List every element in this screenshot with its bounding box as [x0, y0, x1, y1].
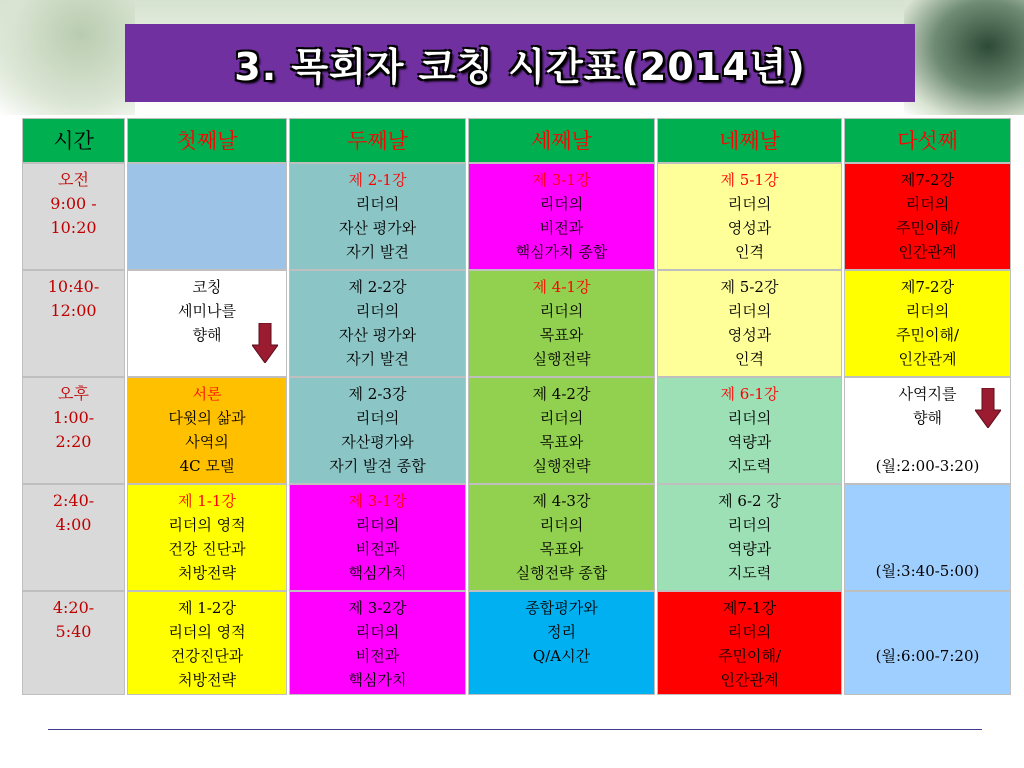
cell-day4-slot4 [657, 484, 842, 591]
cell-day2-slot5 [289, 591, 466, 695]
cell-day3-slot1 [468, 163, 655, 270]
lecture-line: 건강진단과 [170, 647, 244, 665]
cell-day2-slot2 [289, 270, 466, 377]
lecture-line: 주민이해/ [895, 326, 959, 344]
lecture-line: 주민이해/ [717, 647, 781, 665]
lecture-number: 제 1-2강 [178, 599, 236, 617]
lecture-line: 리더의 영적 [168, 623, 246, 641]
cell-day5-slot1 [844, 163, 1011, 270]
lecture-line: 리더의 [539, 409, 584, 427]
lecture-line: 실행전략 종합 [515, 564, 608, 582]
lecture-line: 다윗의 삶과 [168, 409, 246, 427]
time-slot-5 [22, 591, 125, 695]
lecture-line: 핵심가치 [348, 671, 407, 689]
cell-day3-slot5 [468, 591, 655, 695]
lecture-line: 리더의 [355, 195, 400, 213]
cell-day1-slot4 [127, 484, 287, 591]
lecture-line: 리더의 [355, 516, 400, 534]
lecture-line: 자산 평가와 [338, 219, 417, 237]
lecture-line: 리더의 영적 [168, 516, 246, 534]
time-line: 5:40 [55, 622, 92, 641]
lecture-line: 향해 [192, 326, 222, 344]
lecture-line: 리더의 [727, 302, 772, 320]
lecture-line: 정리 [547, 623, 576, 641]
lecture-line: 처방전략 [178, 564, 236, 582]
lecture-number: 제 5-1강 [720, 171, 779, 189]
lecture-line: 지도력 [727, 457, 772, 475]
lecture-line [845, 430, 1010, 454]
cell-day4-slot3 [657, 377, 842, 484]
lecture-line: 리더의 [539, 302, 584, 320]
lecture-line: 목표와 [539, 540, 584, 558]
decorative-image-left [0, 0, 135, 115]
time-range-note: (월:6:00-7:20) [875, 647, 980, 665]
lecture-number: 제 4-3강 [532, 492, 591, 510]
time-line: 10:40- [47, 277, 100, 296]
lecture-number: 제7-2강 [900, 171, 955, 189]
cell-day4-slot1 [657, 163, 842, 270]
time-range-note: (월:2:00-3:20) [875, 457, 980, 475]
lecture-line: 리더의 [539, 516, 584, 534]
time-line: 1:00- [52, 408, 95, 427]
lecture-line: 목표와 [539, 326, 584, 344]
cell-day5-slot5 [844, 591, 1011, 695]
time-line: 4:00 [55, 515, 92, 534]
down-arrow-icon [252, 323, 278, 363]
cell-day1-slot3 [127, 377, 287, 484]
header-day-1: 첫째날 [127, 118, 287, 163]
lecture-line: 리더의 [539, 195, 584, 213]
cell-day3-slot4 [468, 484, 655, 591]
time-slot-4 [22, 484, 125, 591]
lecture-line: 핵심가치 [348, 564, 407, 582]
lecture-line: 사역지를 [898, 385, 957, 403]
lecture-line: 리더의 [905, 302, 950, 320]
cell-day3-slot2 [468, 270, 655, 377]
header-day-2: 두째날 [289, 118, 466, 163]
cell-day4-slot5 [657, 591, 842, 695]
decorative-image-right [904, 0, 1024, 115]
lecture-line: 비전과 [539, 219, 584, 237]
title-banner [125, 24, 915, 102]
time-line: 2:40- [52, 491, 95, 510]
cell-day5-slot4 [844, 484, 1011, 591]
lecture-number: 제 3-1강 [532, 171, 591, 189]
lecture-line: 비전과 [355, 647, 400, 665]
cell-day5-slot3 [844, 377, 1011, 484]
cell-day2-slot4 [289, 484, 466, 591]
lecture-number: 제 2-2강 [348, 278, 407, 296]
lecture-line: 핵심가치 종합 [515, 243, 608, 261]
lecture-number: 제 4-2강 [532, 385, 591, 403]
lecture-line: 영성과 [727, 219, 772, 237]
lecture-line: 리더의 [905, 195, 950, 213]
time-slot-2 [22, 270, 125, 377]
cell-day1-slot2 [127, 270, 287, 377]
lecture-line: 비전과 [355, 540, 400, 558]
time-line: 4:20- [52, 598, 95, 617]
lecture-line: Q/A시간 [532, 647, 591, 665]
lecture-line: 사역의 [185, 433, 229, 451]
lecture-line: 목표와 [539, 433, 584, 451]
lecture-line: 향해 [913, 409, 942, 427]
lecture-number: 제 3-2강 [348, 599, 407, 617]
time-line: 9:00 - [50, 194, 97, 213]
down-arrow-icon [975, 388, 1001, 428]
cell-day1-slot5 [127, 591, 287, 695]
page-title: 3. 목회자 코칭 시간표(2014년) [234, 44, 806, 89]
lecture-line: 리더의 [355, 623, 400, 641]
lecture-number: 제7-2강 [900, 278, 955, 296]
time-slot-1 [22, 163, 125, 270]
lecture-line: 자산 평가와 [338, 326, 417, 344]
time-range-note: (월:3:40-5:00) [875, 562, 980, 580]
lecture-line: 인격 [735, 350, 764, 368]
lecture-line: 리더의 [355, 409, 400, 427]
header-day-3: 세째날 [468, 118, 655, 163]
lecture-line: 자기 발견 [346, 350, 409, 368]
lecture-number: 제 1-1강 [178, 492, 236, 510]
lecture-number: 제 6-1강 [720, 385, 779, 403]
lecture-line: 인간관계 [898, 243, 957, 261]
cell-day4-slot2 [657, 270, 842, 377]
lecture-line: 자기 발견 종합 [329, 457, 426, 475]
lecture-line: 리더의 [727, 623, 772, 641]
lecture-line: 역량과 [727, 433, 772, 451]
cell-day1-slot1 [127, 163, 287, 270]
schedule-table [22, 118, 1011, 695]
cell-day3-slot3 [468, 377, 655, 484]
header-day-4: 네째날 [657, 118, 842, 163]
lecture-line: 세미나를 [178, 302, 236, 320]
lecture-number: 제 2-1강 [348, 171, 407, 189]
time-line: 오전 [58, 170, 89, 189]
lecture-line: 자산평가와 [341, 433, 414, 451]
lecture-line: 4C 모델 [179, 457, 235, 475]
lecture-line: 실행전략 [532, 350, 591, 368]
lecture-number: 제 4-1강 [532, 278, 591, 296]
lecture-line: 주민이해/ [895, 219, 959, 237]
time-line: 12:00 [50, 301, 97, 320]
lecture-line: 리더의 [727, 409, 772, 427]
lecture-line: 자기 발견 [346, 243, 409, 261]
lecture-line: 실행전략 [532, 457, 591, 475]
cell-day5-slot2 [844, 270, 1011, 377]
time-line: 2:20 [55, 432, 92, 451]
time-line: 오후 [58, 384, 89, 403]
lecture-number: 제 3-1강 [348, 492, 407, 510]
lecture-number: 제7-1강 [722, 599, 777, 617]
lecture-number: 서론 [192, 385, 222, 403]
lecture-line: 인간관계 [720, 671, 779, 689]
lecture-line: 리더의 [727, 195, 772, 213]
lecture-line: 인간관계 [898, 350, 957, 368]
lecture-line: 코칭 [192, 278, 222, 296]
lecture-line: 지도력 [727, 564, 772, 582]
footer-divider [48, 729, 982, 730]
header-day-5: 다섯째 [844, 118, 1011, 163]
lecture-line: 영성과 [727, 326, 772, 344]
cell-day2-slot3 [289, 377, 466, 484]
lecture-line: 처방전략 [178, 671, 236, 689]
time-slot-3 [22, 377, 125, 484]
lecture-line: 리더의 [355, 302, 400, 320]
lecture-line: 종합평가와 [525, 599, 598, 617]
lecture-number: 제 5-2강 [720, 278, 779, 296]
time-line: 10:20 [50, 218, 97, 237]
lecture-line: 건강 진단과 [168, 540, 246, 558]
lecture-line: 리더의 [727, 516, 772, 534]
lecture-line: 역량과 [727, 540, 772, 558]
lecture-number: 제 2-3강 [348, 385, 407, 403]
lecture-line: 인격 [735, 243, 764, 261]
header-time: 시간 [22, 118, 125, 163]
lecture-number: 제 6-2 강 [718, 492, 781, 510]
cell-day2-slot1 [289, 163, 466, 270]
